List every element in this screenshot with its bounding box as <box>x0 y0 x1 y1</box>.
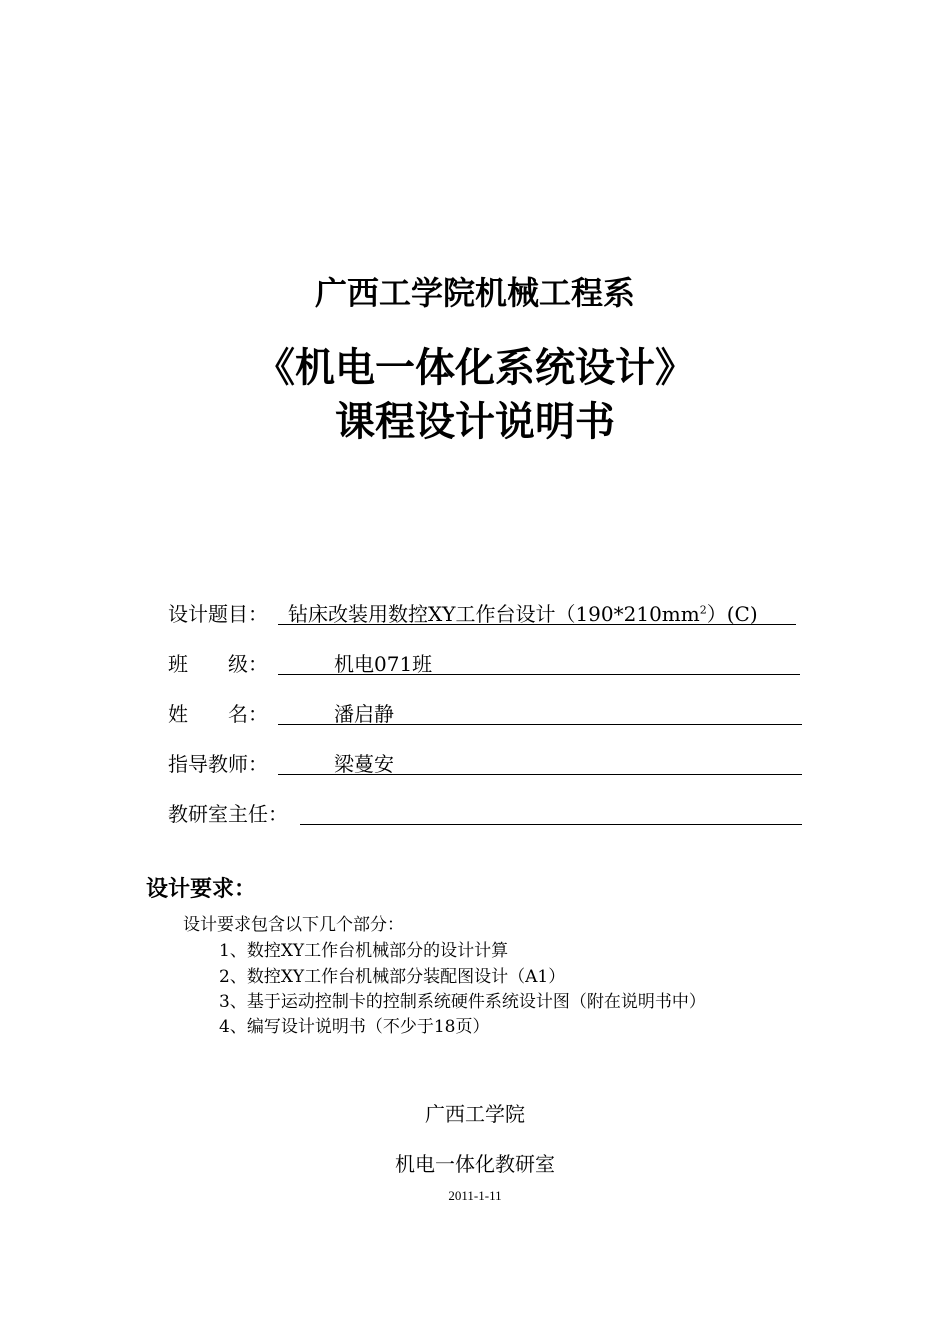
field-name-label: 姓 名： <box>168 702 268 726</box>
requirements-heading: 设计要求： <box>146 877 257 902</box>
field-class <box>168 648 808 678</box>
field-class-label: 班 级： <box>168 652 268 676</box>
field-name <box>168 698 808 728</box>
course-title: 《机电一体化系统设计》 <box>255 345 695 391</box>
field-topic <box>168 598 808 628</box>
field-class-value: 机电071班 <box>334 652 433 676</box>
field-topic-label: 设计题目： <box>168 602 268 626</box>
requirement-item: 3、基于运动控制卡的控制系统硬件系统设计图（附在说明书中） <box>219 992 706 1012</box>
footer-date: 2011-1-11 <box>448 1188 502 1203</box>
requirement-item: 2、数控XY工作台机械部分装配图设计（A1） <box>219 967 566 987</box>
footer-office: 机电一体化教研室 <box>395 1152 555 1176</box>
field-director-underline <box>300 824 802 825</box>
requirement-item: 1、数控XY工作台机械部分的设计计算 <box>219 941 509 961</box>
document-title: 课程设计说明书 <box>335 399 615 445</box>
field-advisor-value: 梁蔓安 <box>334 752 394 776</box>
department-heading: 广西工学院机械工程系 <box>314 274 635 312</box>
field-director <box>168 798 808 828</box>
footer-institution: 广西工学院 <box>425 1102 525 1126</box>
field-topic-value: 钻床改装用数控XY工作台设计$(190*210mm^2)(C)$ <box>288 602 758 626</box>
field-name-value: 潘启静 <box>334 702 394 726</box>
field-advisor <box>168 748 808 778</box>
field-advisor-label: 指导教师： <box>168 752 268 776</box>
requirement-item: 4、编写设计说明书（不少于18页） <box>219 1017 490 1037</box>
field-director-label: 教研室主任： <box>168 802 288 826</box>
requirements-intro: 设计要求包含以下几个部分： <box>183 915 404 935</box>
